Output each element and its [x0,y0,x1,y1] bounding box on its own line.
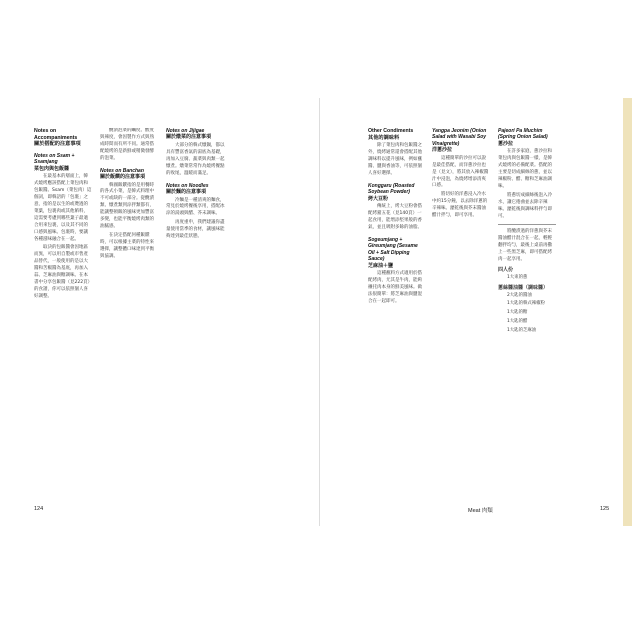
ingredient-item: 2大匙的醬油 [507,292,532,298]
dressing-label: 蔥絲醬油醬（調味醬） [498,284,549,291]
subheading-zh: 芝麻油＋鹽 [368,262,394,269]
subheading-zh: 烤大豆粉 [368,195,389,202]
left-column-1 [34,128,92,303]
body-paragraph: 冷麵是一種清爽的麵食，常見於燒烤餐後享用，搭配冰涼的湯頭與醋、芥末調味。 [166,197,225,217]
subheading-zh: 關於麵的注意事項 [166,188,207,195]
subheading-zh: 洋蔥沙拉 [432,147,453,154]
subheading-en: Pajeori Pa Muchim (Spring Onion Salad) [498,128,548,141]
section-heading-zh: 關於搭配的注意事項 [34,141,81,148]
section-heading-zh: 其他的調味料 [368,134,400,141]
body-paragraph: 這種蘸料方式適用於搭配烤肉，尤其是牛肉，能夠襯托肉本身的鮮美風味。做法很簡單：將芝麻油與鹽混合在一起即可。 [368,271,422,304]
ingredient-item: 1大束的蔥 [507,274,528,280]
body-paragraph: 醃漬泡菜的鹹度、酸度與辣度，會因製作方式與熟成時間而有所不同。通常搭配燒烤的是新鮮或稍微發酵的泡菜。 [100,128,154,161]
body-paragraph: 在許多家庭，蔥沙拉和菜包肉與包飯醬一樣，是韓式燒烤的必備配菜。搭配的主要是切成細絲的蔥，並以辣椒粉、醋、糖和芝麻油調味。 [498,149,552,189]
subheading-en: Sogeumjang + Gireumjang (Sesame Oil + Salt Dipping Sauce) [368,236,418,263]
subheading-zh: 菜包肉與包飯醬 [34,165,70,172]
right-column-3 [498,128,556,337]
subheading-en: Notes on Banchan [100,167,144,174]
body-paragraph: 大部分的韓式燉鍋，都以具有豐富香氣的湯底為基礎，再加入豆腐、蔬菜與肉類一起燉煮。燉菜常常作為燒烤餐點的收尾，溫暖而滿足。 [166,143,225,176]
subheading-en: Notes on Noodles [166,182,209,189]
body-paragraph: 這種簡單的沙拉可以說是最佳搭配，而洋蔥沙拉也是（見文），將其放入辣椒醬汁中浸泡，為燒烤增添清爽口感。 [432,155,489,189]
divider-line [498,224,556,225]
subheading-zh: 關於燉菜的注意事項 [166,134,212,141]
subheading-en: Konggaru (Roasted Soybean Powder) [368,182,415,196]
body-paragraph: 再度重申，我們建議你盡量使用當季的食材，讓風味能夠達到最佳狀態。 [166,220,225,240]
section-heading-en: Notes on Accompaniments [34,128,78,141]
book-spread [8,98,632,526]
page-number-left: 124 [34,506,44,512]
subheading-en: Notes on Ssam + Ssamjang [34,152,75,166]
left-page [8,98,320,526]
subheading-en: Notes on Jijigae [166,128,205,134]
right-column-1 [368,128,424,308]
ingredient-item: 1大匙的韓式辣椒粉 [507,301,545,307]
recipe-note: 將醃漬過的洋蔥與芥末醬油醋汁混合在一起，輕輕翻拌均勻，最後上桌前再撒上一些黑芝麻，即可搭配烤肉一起享用。 [498,229,552,263]
body-paragraph: 傳統上，烤大豆粉會搭配烤豬五花（見140頁）一起食用，能增添堅果般的香氣，並且吸附多餘的油脂。 [368,204,422,231]
subheading-zh: 蔥沙拉 [498,140,514,147]
body-paragraph: 除了菜包肉和包飯醬之外，燒烤通常還會搭配其他調味料以提升風味，例如蘸醬、鹽與香油等，可依照個人喜好選擇。 [368,143,422,177]
serves-label: 四人份 [498,267,514,273]
body-paragraph: 將切好的洋蔥浸入冷水中約15分鐘，以去除洋蔥的辛辣味。瀝乾後與芥末醬油醋汁拌勻，即可享用。 [432,192,488,219]
left-column-2 [100,128,158,263]
right-page [320,98,616,526]
body-paragraph: 韓國飯饌指的是用餐時的各式小菜，是韓式料理中不可或缺的一部分。從醃漬類、燉煮類到涼拌類都有，能讓整頓飯的風味更加豐富多變，也能平衡燒烤肉類的油膩感。 [100,182,154,229]
page-number-right: 125 [600,506,610,512]
body-paragraph: 將蔥切成細絲後泡入冷水，讓它捲曲並去除辛辣味。瀝乾後與調味料拌勻即可。 [498,192,552,219]
section-heading-en: Other Condiments [368,128,414,134]
ingredient-item: 1大匙的芝麻油 [507,327,537,333]
subheading-zh: 關於飯饌的注意事項 [100,173,146,180]
left-column-3 [166,128,226,243]
right-column-2 [432,128,490,222]
ingredient-item: 1大匙的醋 [507,319,528,324]
body-paragraph: 在最基本的層面上，韓式燒烤應該搭配上菜包肉和包飯醬。Ssam（菜包肉）這個詞，即韓語的「包裹」之意，指的是以生的或燙過的菜葉，包裹肉或其他餡料，這需要考慮到哪些葉子最適合用來包裹，以及其不同的口感與風味。包裹時，要讓各種滋味融合在一起。 [34,174,92,242]
subheading-en: Yangpa Jeonim (Onion Salad with Wasabi Soy Vinaigrette) [432,128,487,147]
body-paragraph: 在決定搭配何種飯饌時，可以根據主菜的特性來選擇，讓整體口味達到平衡與協調。 [100,232,154,259]
page-edge-tab [623,98,632,526]
ingredient-item: 1大匙的糖 [507,310,528,316]
running-footer: Meat 肉類 [468,508,493,514]
body-paragraph: 取決的包飯醬會因地區而異，可以用自製或市售產品替代，一般使用的是以大醬和苦椒醬為基底，再加入蒜、芝麻油與糖調味。在本書中分享包飯醬（見222頁）的食譜，你可以依照個人喜好調整。 [34,245,90,299]
